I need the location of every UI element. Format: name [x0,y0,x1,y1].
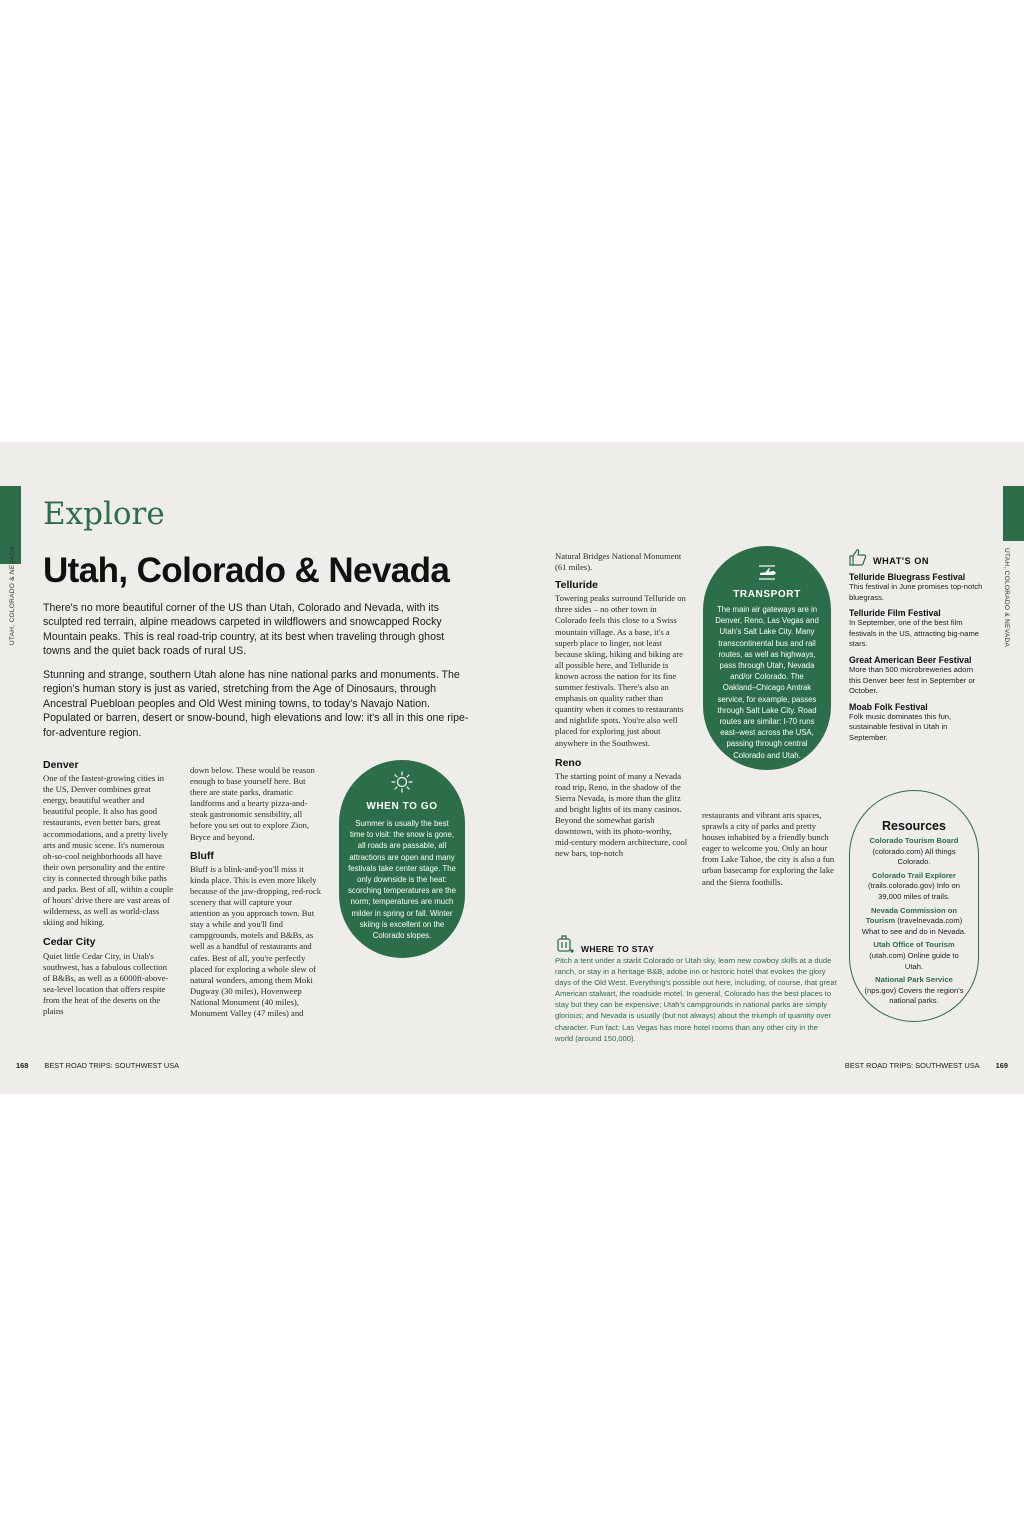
thumbs-up-icon [849,548,867,566]
event-text: Folk music dominates this fun, sustainable festival in Utah in September. [849,711,952,742]
side-running-label-right: UTAH, COLORADO & NEVADA [1003,548,1010,648]
when-to-go-heading: WHEN TO GO [366,801,438,812]
transport-heading: TRANSPORT [733,589,801,600]
resource-item: Utah Office of Tourism (utah.com) Online guide to Utah. [869,940,959,971]
resource-item: Nevada Commission on Tourism (travelnevada.com) What to see and do in Nevada. [861,905,967,936]
whats-on-box [849,548,984,749]
event-text: This festival in June promises top-notch bluegrass. [849,582,983,602]
chapter-tab-right [1003,486,1024,541]
denver-heading: Denver [43,759,79,771]
footer-right [845,1061,1008,1070]
footer-left [16,1061,179,1070]
cedar-city-text: Quiet little Cedar City, in Utah's southwest, has a fabulous collection of B&Bs, as well as a 6000ft-above-sea-level location that offers respite from the heat of the deserts on the plains [43,950,169,1016]
intro-paragraph-2: Stunning and strange, southern Utah alone has nine national parks and monuments. The region's human story is just as varied, stretching from the Age of Dinosaurs, through Ancestral Puebloan peoples and Old West mining towns, to today's Navajo Nation. Populated or barren, desert or snow-bound, high elevations and low: it's all in this one ripe-for-adventure region. [43,669,469,739]
where-to-stay-heading: WHERE TO STAY [581,944,655,954]
event-name: Telluride Bluegrass Festival [849,572,966,582]
reno-text-a: The starting point of many a Nevada road trip, Reno, in the shadow of the Sierra Nevada, is more than the glitz and bright lights of its many casinos. Beyond the somewhat garish downtown, with its photo-worthy, mid-century modern architecture, cool new bars, top-notch [555,770,688,859]
denver-text: One of the fastest-growing cities in the US, Denver combines great energy, beautiful weather and beautiful people. It also has good restaurants, even better bars, great accommodations, and a pretty lively arts and music scene. It's numerous oh-so-cool neighborhoods all have their own personality and the entire city is connected through bike paths and parks. Best of all, within a couple of hours' drive there are vast areas of wilderness, as well as world-class skiing and hiking. [43,773,174,928]
event-name: Telluride Film Festival [849,608,941,619]
event-name: Moab Folk Festival [849,701,928,712]
bluff-heading: Bluff [190,849,214,862]
transport-text: The main air gateways are in Denver, Reno, Las Vegas and Utah's Salt Lake City. Many transcontinental bus and rail routes, as well as highways, pass through Utah, Nevada and/or Colorado. The Oakland–Chicago Amtrak service, for example, passes through Salt Lake City. Road routes are similar: I-70 runs east–west across the USA, passing through central Colorado and Utah. [715,605,819,760]
resources-heading: Resources [882,819,946,833]
when-to-go-text: Summer is usually the best time to visit: the snow is gone, all roads are passable, all attractions are open and many festivals take center stage. The only downside is the heat: scorching temperatures are the norm; temperatures are much milder in spring or fall. Winter skiing is excellent on the Colorado slopes. [348,819,456,941]
telluride-heading: Telluride [555,579,598,592]
column-1 [43,760,176,1017]
footer-book-title-left: BEST ROAD TRIPS: SOUTHWEST USA [44,1061,180,1070]
side-running-label-left: UTAH, COLORADO & NEVADA [9,546,16,646]
where-to-stay-box [555,934,837,1044]
telluride-text: Towering peaks surround Telluride on three sides – no other town in Colorado feels this close to a Swiss mountain village. As a base, it's a superb place to linger, not least because skiing, hiking and biking are all possible here, and Telluride is known across the nation for its fine summer festivals. There's also an emphasis on quality rather than quantity when it comes to restaurants and nightlife spots. You're also well placed for exploring just about anywhere in the Southwest. [555,593,686,748]
sun-icon [391,771,413,793]
where-to-stay-text: Pitch a tent under a starlit Colorado or Utah sky, learn new cowboy skills at a dude ranch, or stay in a heritage B&B, adobe inn or historic hotel that evokes the glory days of the Old West. Everything's possible out here, including, of course, that great American stalwart, the roadside motel. In general, Colorado has the best places to stay but they can be expensive; Utah's campgrounds in national parks are simply glorious; and Nevada is usually (but not always) about the triumph of quantity over character. Fun fact: Las Vegas has more hotel rooms than any other city in the world (around 150,000). [555,956,837,1043]
resource-item: National Park Service (nps.gov) Covers the region's national parks. [864,975,964,1006]
section-kicker: Explore [43,496,165,532]
transport-box [703,546,831,770]
plane-icon [756,563,778,581]
page-number-left: 168 [16,1061,29,1070]
resources-box [849,790,979,1022]
when-to-go-box [339,760,465,958]
event-name: Great American Beer Festival [849,654,972,665]
intro-paragraph-1: There's no more beautiful corner of the US than Utah, Colorado and Nevada, with its sculpted red terrain, alpine meadows carpeted in wildflowers and snowcapped Rocky Mountain peaks. This is real road-trip country, at its best when traveling through ghost towns and the quiet back roads of rural US. [43,602,445,658]
cedar-city-heading: Cedar City [43,936,96,949]
column-4 [702,810,836,888]
resource-item: Colorado Trail Explorer (trails.colorado.gov) Info on 39,000 miles of trails. [867,870,960,901]
resource-item: Colorado Tourism Board (colorado.com) All things Colorado. [869,836,959,867]
col2-lead-text: down below. These would be reason enough to base yourself here. But there are state parks, dramatic landforms and a hearty pizza-and-steak gastronomic sensibility, all before you set out to explore Zion, Bryce and beyond. [190,765,315,842]
whats-on-heading: WHAT'S ON [873,556,930,566]
bluff-text: Bluff is a blink-and-you'll miss it kinda place. This is even more likely because of the jaw-dropping, red-rock scenery that will capture your attention as you approach town. But stay a while and you'll find campgrounds, motels and B&Bs, as well as a handful of restaurants and cafes. Best of all, you're perfectly placed for exploring a whole slew of natural wonders, among them Moki Dugway (30 miles), Hovenweep National Monument (40 miles), Monument Valley (47 miles) and [190,863,322,1018]
luggage-icon [555,934,575,954]
col3-lead-text: Natural Bridges National Monument (61 miles). [555,551,682,573]
footer-book-title-right: BEST ROAD TRIPS: SOUTHWEST USA [844,1061,980,1070]
page-number-right: 169 [995,1061,1008,1070]
column-2 [190,765,324,1019]
column-3 [555,551,690,859]
reno-text-b: restaurants and vibrant arts spaces, sprawls a city of parks and pretty houses inhabited by a friendly bunch eager to welcome you. Only an hour from Lake Tahoe, the city is also a fun urban basecamp for exploring the lake and the Sierra foothills. [702,810,835,887]
page-title: Utah, Colorado & Nevada [43,551,450,590]
event-text: In September, one of the best film festivals in the US, attracting big-name stars. [849,618,979,649]
reno-heading: Reno [555,756,582,769]
event-text: More than 500 microbreweries adorn this Denver beer fest in September or October. [849,664,976,696]
